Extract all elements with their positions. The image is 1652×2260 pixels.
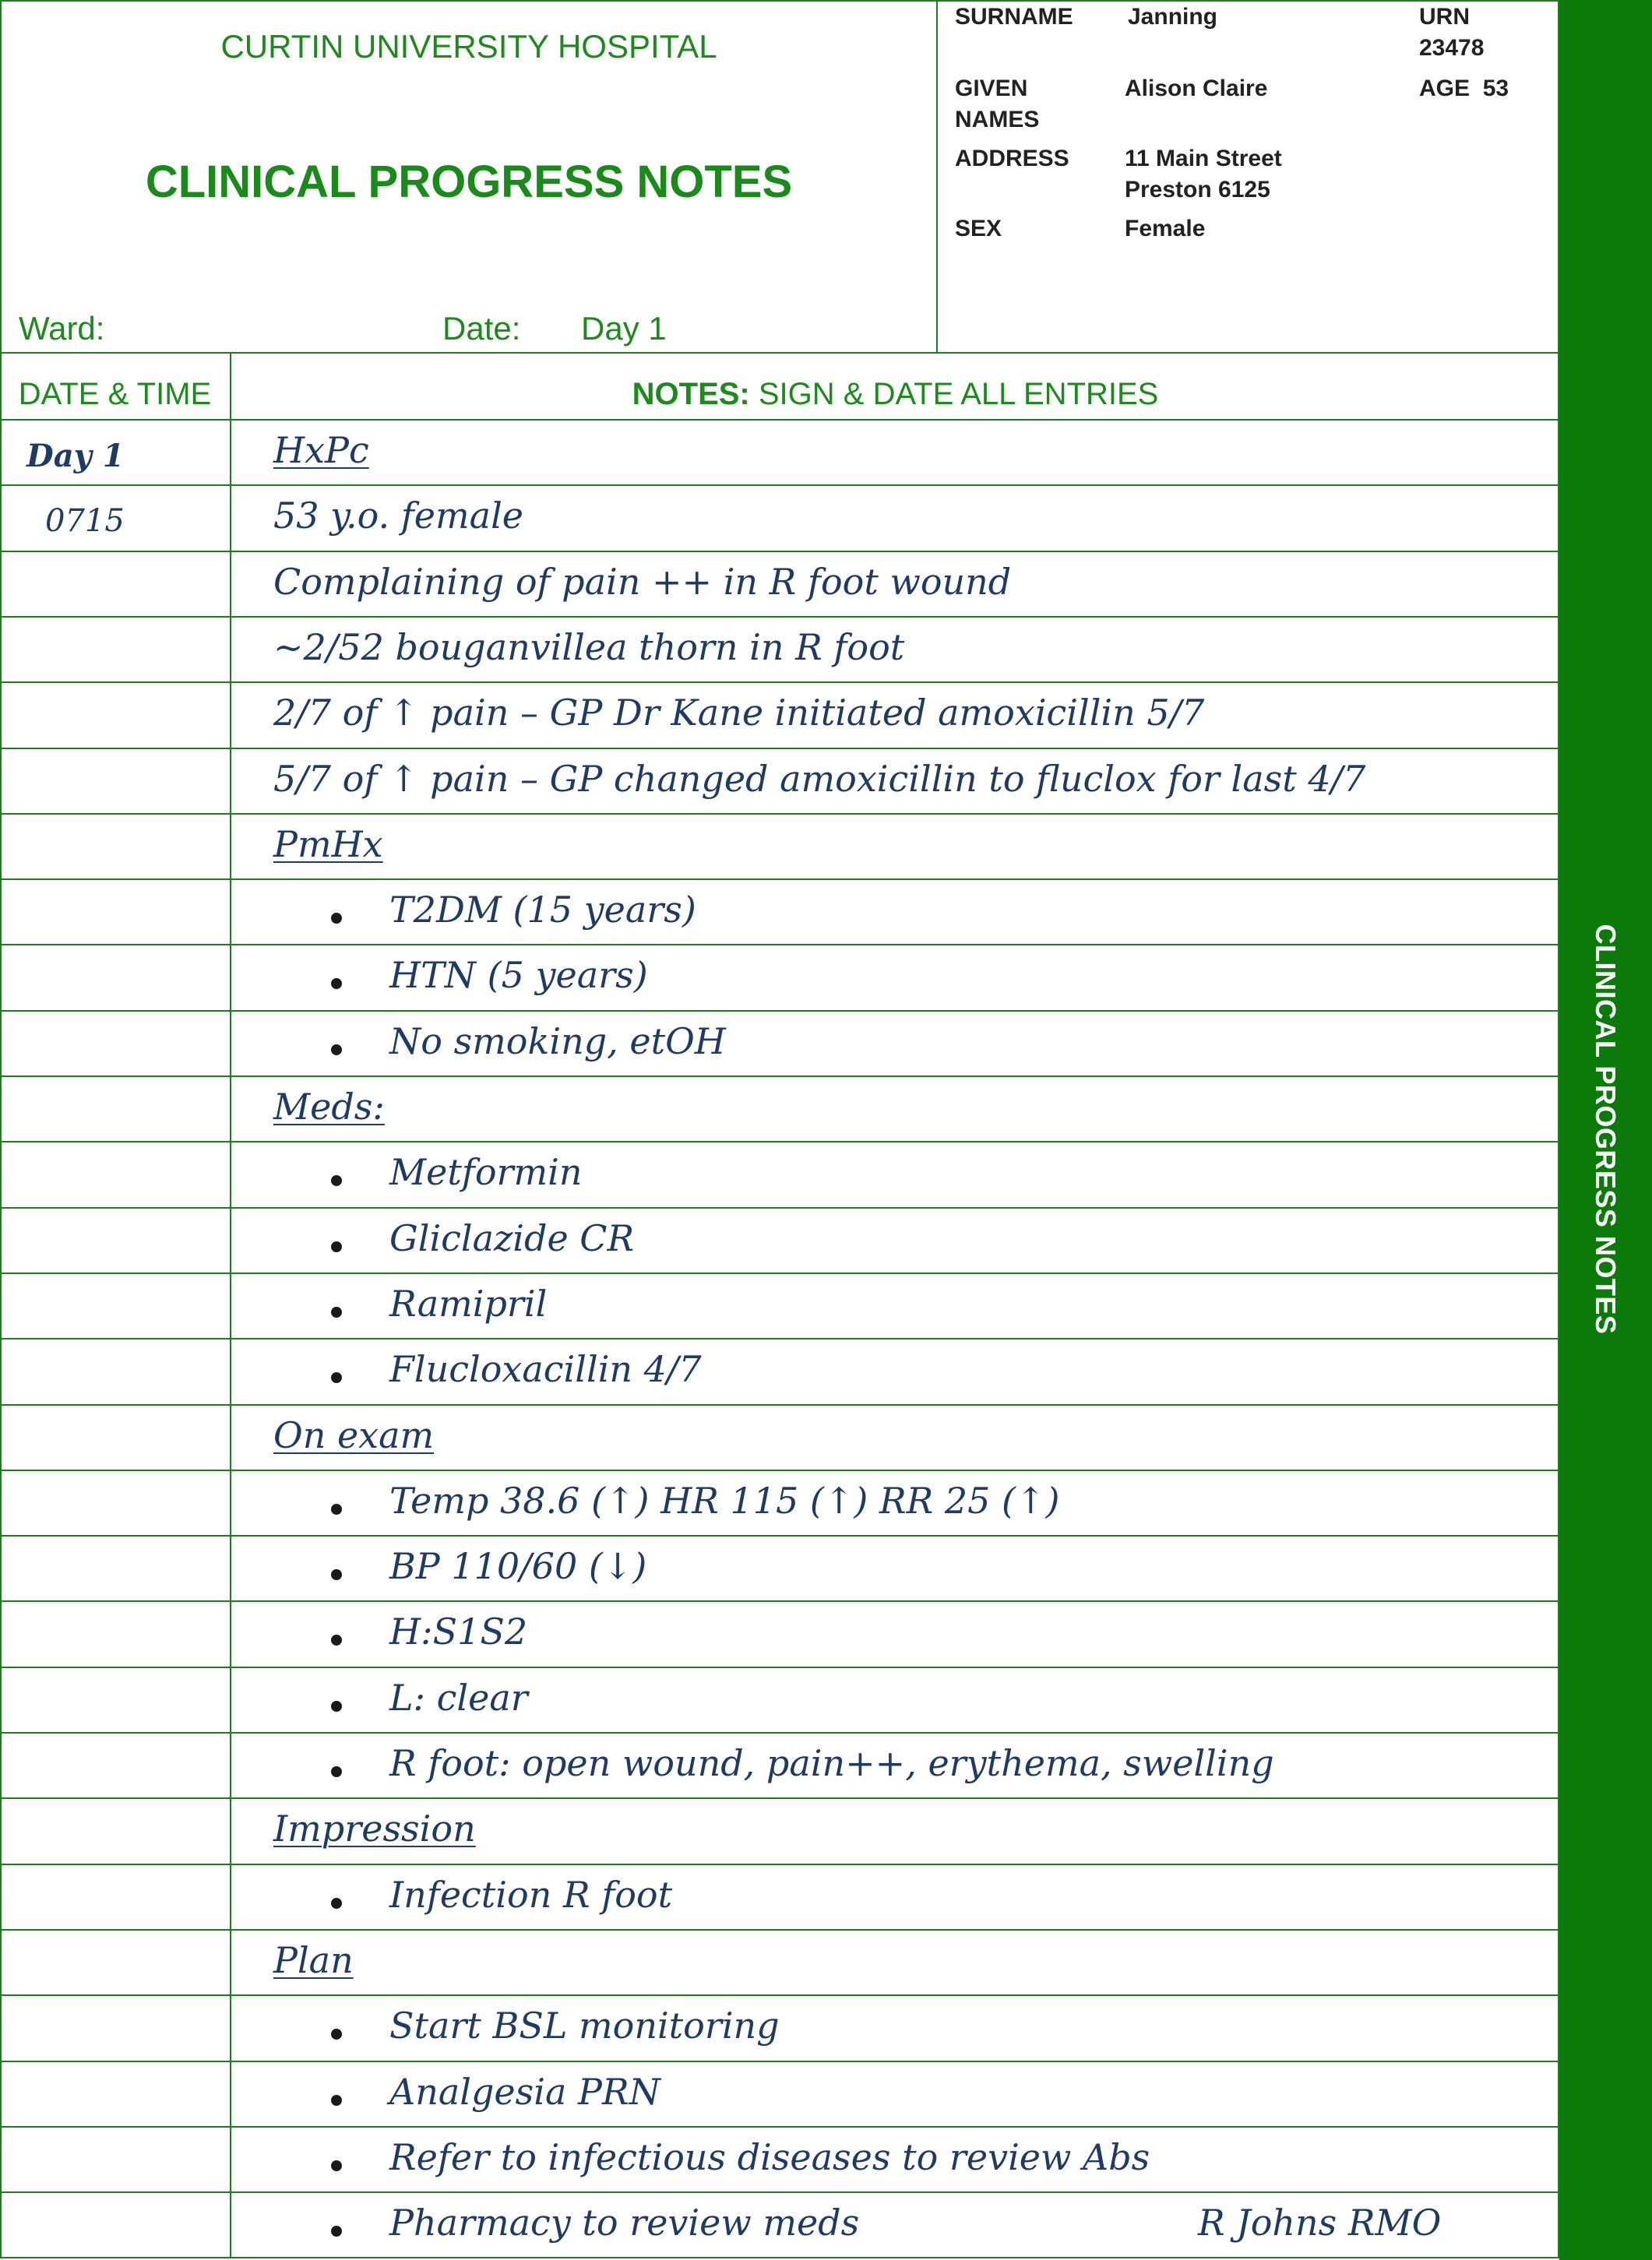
row-divider [0,2061,1559,2062]
bullet-icon [331,2160,342,2171]
note-bullet-item: R foot: open wound, pain++, erythema, swelling [389,1742,1274,1784]
note-bullet-item: Infection R foot [389,1874,673,1916]
note-line: Complaining of pain ++ in R foot wound [273,561,1012,603]
note-bullet-item: L: clear [389,1677,528,1719]
bullet-icon [331,1898,342,1909]
bullet-icon [331,1372,342,1383]
note-bullet-item: No smoking, etOH [389,1020,726,1062]
row-divider [0,813,1559,815]
row-divider [0,1929,1559,1931]
entry-time: 0715 [45,503,125,539]
form-title: CLINICAL PROGRESS NOTES [145,157,793,207]
note-bullet-item: Flucloxacillin 4/7 [389,1348,702,1390]
note-bullet-item: Gliclazide CR [389,1217,635,1259]
patient-box-divider [936,0,938,352]
row-divider [0,1864,1559,1865]
note-bullet-item: HTN (5 years) [389,954,648,996]
bullet-icon [331,1175,342,1186]
bullet-icon [331,1504,342,1515]
note-bullet-item: Temp 38.6 (↑) HR 115 (↑) RR 25 (↑) [389,1480,1060,1522]
bullet-icon [331,1569,342,1580]
note-line: 53 y.o. female [273,495,524,537]
row-divider [0,1404,1559,1406]
sidebar-label: CLINICAL PROGRESS NOTES [1590,924,1622,1335]
surname-value: Janning [1128,4,1218,30]
row-divider [0,1075,1559,1077]
address-line-1: 11 Main Street [1125,146,1282,171]
bullet-icon [331,1241,342,1252]
ward-label: Ward: [19,310,105,347]
row-divider [0,616,1559,618]
date-time-column-header: DATE & TIME [18,377,212,411]
bullet-icon [331,913,342,924]
bullet-icon [331,2226,342,2237]
row-divider [0,1141,1559,1142]
row-divider [0,1732,1559,1734]
row-divider [0,1535,1559,1537]
note-bullet-item: Pharmacy to review meds [389,2202,860,2244]
row-divider [0,1667,1559,1668]
header-divider [0,352,1559,354]
note-heading: Impression [273,1808,476,1850]
note-heading: Plan [273,1939,354,1981]
note-heading: Meds: [273,1086,385,1128]
note-bullet-item: H:S1S2 [389,1611,528,1653]
note-heading: HxPc [273,429,369,471]
row-divider [0,681,1559,683]
address-line-2: Preston 6125 [1125,177,1270,202]
row-divider [0,419,1559,421]
bullet-icon [331,1701,342,1712]
bullet-icon [331,978,342,989]
age-value: 53 [1482,76,1509,101]
sex-value: Female [1125,216,1206,241]
row-divider [0,944,1559,945]
given-names-label-1: GIVEN [955,76,1028,101]
note-bullet-item: BP 110/60 (↓) [389,1545,647,1587]
date-value: Day 1 [581,310,667,347]
row-divider [0,1010,1559,1012]
row-divider [0,1797,1559,1799]
row-divider [0,551,1559,552]
row-divider [0,1994,1559,1996]
note-bullet-item: Metformin [389,1151,583,1193]
row-divider [0,1207,1559,1209]
note-bullet-item: Start BSL monitoring [389,2005,780,2047]
notes-column-header [231,377,1559,412]
date-column-divider [230,352,231,2258]
date-label: Date: [442,310,521,347]
surname-label: SURNAME [955,4,1073,30]
row-divider [0,878,1559,880]
bullet-icon [331,1766,342,1777]
row-divider [0,1600,1559,1602]
address-label: ADDRESS [955,146,1069,171]
note-bullet-item: Refer to infectious diseases to review Abs [389,2136,1150,2178]
sidebar-tab [1559,0,1652,2260]
bullet-icon [331,1307,342,1318]
row-divider [0,2126,1559,2128]
note-bullet-item: Ramipril [389,1283,548,1325]
bullet-icon [331,1044,342,1055]
signature: R Johns RMO [1198,2202,1442,2244]
bullet-icon [331,1635,342,1646]
bullet-icon [331,2029,342,2040]
age-label: AGE [1419,76,1471,101]
urn-value: 23478 [1419,35,1485,61]
note-bullet-item: Analgesia PRN [389,2071,660,2113]
age-field [1419,73,1509,104]
row-divider [0,2191,1559,2193]
given-names-value: Alison Claire [1125,76,1268,101]
note-line: 2/7 of ↑ pain – GP Dr Kane initiated amoxicillin 5/7 [273,692,1205,734]
urn-label: URN [1419,4,1470,30]
given-names-label-2: NAMES [955,107,1040,132]
hospital-name: CURTIN UNIVERSITY HOSPITAL [220,28,717,65]
notes-header-instruction: SIGN & DATE ALL ENTRIES [749,377,1159,411]
row-divider [0,1470,1559,1471]
sex-label: SEX [955,216,1002,241]
note-heading: On exam [273,1414,435,1456]
row-divider [0,1273,1559,1274]
note-bullet-item: T2DM (15 years) [389,889,696,931]
note-line: 5/7 of ↑ pain – GP changed amoxicillin to fluclox for last 4/7 [273,758,1366,800]
notes-header-bold: NOTES: [632,377,750,411]
entry-date: Day 1 [26,438,125,474]
note-line: ~2/52 bouganvillea thorn in R foot [273,626,905,668]
note-heading: PmHx [273,823,383,865]
row-divider [0,484,1559,486]
bullet-icon [331,2095,342,2106]
row-divider [0,1338,1559,1339]
row-divider [0,748,1559,749]
